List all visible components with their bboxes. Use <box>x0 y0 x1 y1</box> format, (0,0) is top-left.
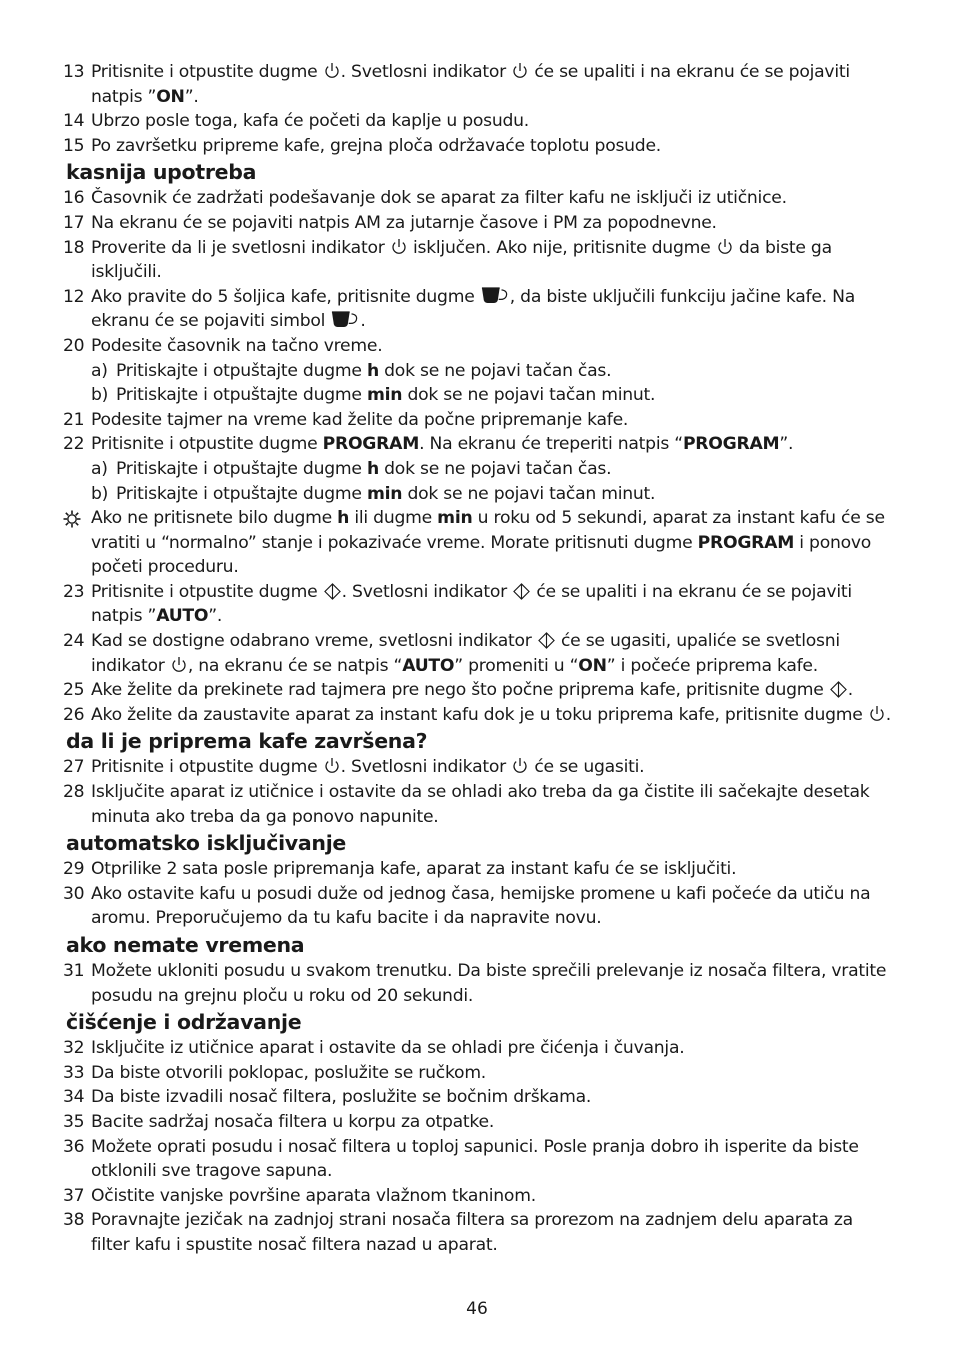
section-heading: kasnija upotreba <box>66 160 257 185</box>
list-item: 26 Ako želite da zaustavite aparat za instant kafu dok je u toku priprema kafe, pritisnite dugme . <box>63 704 892 725</box>
list-item: 28 Isključite aparat iz utičnice i ostavite da se ohladi ako treba da ga čistite ili sačekajte desetak minuta ako treba da ga ponovo napunite. <box>63 782 870 827</box>
list-item: 34 Da biste izvadili nosač filtera, poslužite se bočnim drškama. <box>63 1087 592 1108</box>
sub-item: b) Pritiskajte i otpuštajte dugme min dok se ne pojavi tačan minut. <box>91 483 656 504</box>
sub-item: a) Pritiskajte i otpuštajte dugme h dok se ne pojavi tačan čas. <box>91 458 612 479</box>
sub-item: b) Pritiskajte i otpuštajte dugme min dok se ne pojavi tačan minut. <box>91 385 656 406</box>
power-icon <box>512 62 528 80</box>
section-heading: čišćenje i održavanje <box>66 1010 302 1035</box>
list-item: 14 Ubrzo posle toga, kafa će početi da kaplje u posudu. <box>63 111 530 132</box>
power-icon <box>324 757 340 775</box>
power-icon <box>171 656 187 674</box>
list-item: 16 Časovnik će zadržati podešavanje dok se aparat za filter kafu ne isključi iz utičnice. <box>63 188 787 209</box>
list-item: 27 Pritisnite i otpustite dugme . Svetlosni indikator će se ugasiti. <box>63 757 645 778</box>
list-item: 20 Podesite časovnik na tačno vreme. <box>63 335 383 356</box>
list-item: 37 Očistite vanjske površine aparata vlažnom tkaninom. <box>63 1185 536 1206</box>
power-icon <box>512 757 528 775</box>
auto-timer-icon <box>513 583 530 600</box>
power-icon <box>391 238 407 256</box>
power-icon <box>869 705 885 723</box>
list-item: 30 Ako ostavite kafu u posudi duže od jednog časa, hemijske promene u kafi počeće da utiču na aromu. Preporučujemo da tu kafu bacite i da napravite novu. <box>63 883 871 929</box>
auto-timer-icon <box>538 632 555 649</box>
list-item: 21 Podesite tajmer na vreme kad želite da počne pripremanje kafe. <box>63 409 629 430</box>
power-icon <box>324 62 340 80</box>
list-item: 22 Pritisnite i otpustite dugme PROGRAM. Na ekranu će treperiti natpis “PROGRAM”. <box>63 434 794 455</box>
list-item: 23 Pritisnite i otpustite dugme . Svetlosni indikator će se upaliti i na ekranu će se pojaviti natpis ”AUTO”. <box>63 581 852 627</box>
warning-sun-icon <box>63 510 81 528</box>
list-item: 24 Kad se dostigne odabrano vreme, svetlosni indikator će se ugasiti, upaliće se svetlosni indikator , na ekranu će se natpis “AUTO” promeniti u “ON” i počeće priprema kafe. <box>63 631 840 676</box>
section-heading: ako nemate vremena <box>66 933 305 957</box>
list-item: 18 Proverite da li je svetlosni indikator isključen. Ako nije, pritisnite dugme da biste ga isključili. <box>63 237 832 283</box>
list-item: 33 Da biste otvorili poklopac, poslužite se ručkom. <box>63 1062 487 1083</box>
list-item: 17 Na ekranu će se pojaviti natpis AM za jutarnje časove i PM za popodnevne. <box>63 212 717 233</box>
list-item: 31 Možete ukloniti posudu u svakom trenutku. Da biste sprečili prelevanje iz nosača filtera, vratite posudu na grejnu ploču u roku od 20 sekundi. <box>63 961 887 1006</box>
list-item: 29 Otprilike 2 sata posle pripremanja kafe, aparat za instant kafu će se isključiti. <box>63 859 737 880</box>
list-item: 13 Pritisnite i otpustite dugme . Svetlosni indikator će se upaliti i na ekranu će se pojaviti natpis ”ON”. <box>63 62 850 107</box>
note-item: Ako ne pritisnete bilo dugme h ili dugme min u roku od 5 sekundi, aparat za instant kafu će se vratiti u “normalno” stanje i pokazivaće vreme. Morate pritisnuti dugme PROGRAM i ponovo početi proceduru. <box>0 506 954 580</box>
coffee-strength-icon <box>481 286 509 305</box>
list-item: 32 Isključite iz utičnice aparat i ostavite da se ohladi pre čićenja i čuvanja. <box>63 1038 685 1059</box>
sub-item: a) Pritiskajte i otpuštajte dugme h dok se ne pojavi tačan čas. <box>91 360 612 381</box>
auto-timer-icon <box>830 681 847 698</box>
list-item: 12 Ako pravite do 5 šoljica kafe, pritisnite dugme , da biste uključili funkciju jačine kafe. Na ekranu će se pojaviti simbol . <box>63 286 855 332</box>
coffee-strength-icon <box>331 310 359 329</box>
list-item: 15 Po završetku pripreme kafe, grejna ploča održavaće toplotu posude. <box>63 135 662 156</box>
page-number: 46 <box>466 1299 488 1319</box>
auto-timer-icon <box>324 583 341 600</box>
item-number: 13 <box>63 62 85 82</box>
list-item: 25 Ake želite da prekinete rad tajmera pre nego što počne priprema kafe, pritisnite dugme . <box>63 680 854 701</box>
list-item: 38 Poravnajte jezičak na zadnjoj strani nosača filtera sa prorezom na zadnjem delu aparata za filter kafu i spustite nosač filtera nazad u aparat. <box>63 1210 853 1255</box>
document-page <box>0 60 954 1258</box>
list-item: 35 Bacite sadržaj nosača filtera u korpu za otpatke. <box>63 1111 495 1132</box>
list-item: 36 Možete oprati posudu i nosač filtera u toploj sapunici. Posle pranja dobro ih isperite da biste otklonili sve tragove sapuna. <box>63 1136 859 1182</box>
section-heading: automatsko isključivanje <box>66 831 347 856</box>
power-icon <box>717 238 733 256</box>
section-heading: da li je priprema kafe završena? <box>66 729 428 754</box>
